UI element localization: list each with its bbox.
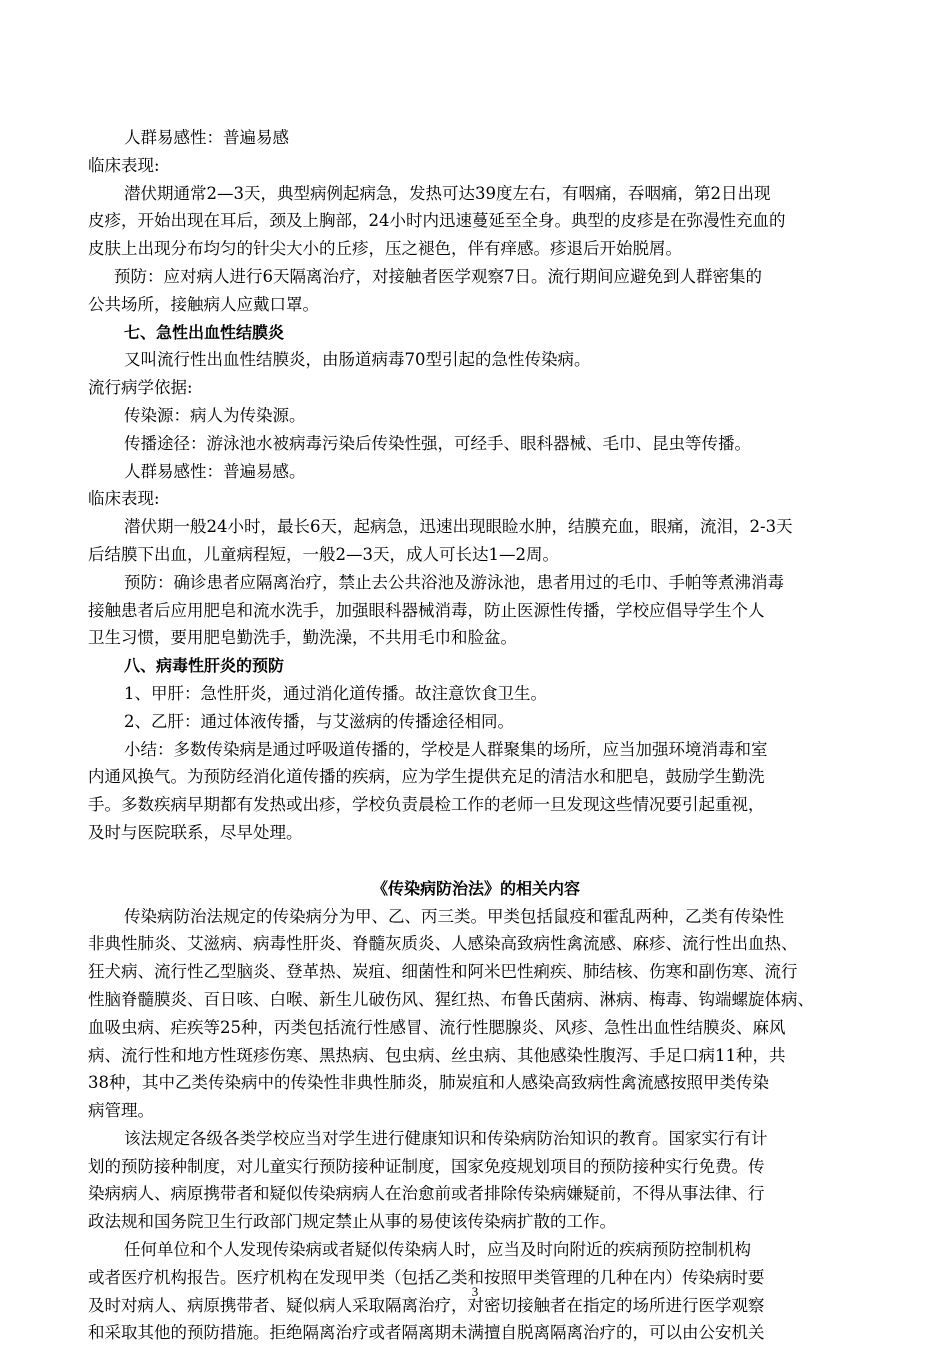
section-heading: 七、急性出血性结膜炎 [124, 322, 285, 342]
text-line: 又叫流行性出血性结膜炎，由肠道病毒70型引起的急性传染病。 [124, 350, 591, 370]
section-title: 《传染病防治法》的相关内容 [371, 878, 580, 898]
text-line: 狂犬病、流行性乙型脑炎、登革热、炭疽、细菌性和阿米巴性痢疾、肺结核、伤寒和副伤寒、流行 [88, 962, 798, 982]
text-line: 染病病人、病原携带者和疑似传染病病人在治愈前或者排除传染病嫌疑前，不得从事法律、行 [88, 1184, 765, 1204]
text-line: 和采取其他的预防措施。拒绝隔离治疗或者隔离期未满擅自脱离隔离治疗的，可以由公安机关 [88, 1323, 765, 1343]
text-line: 人群易感性：普遍易感 [124, 128, 289, 147]
text-line: 血吸虫病、疟疾等25种，丙类包括流行性感冒、流行性腮腺炎、风疹、急性出血性结膜炎、麻风 [88, 1017, 786, 1037]
section-heading: 八、病毒性肝炎的预防 [124, 656, 285, 676]
text-line: 接触患者后应用肥皂和流水洗手，加强眼科器械消毒，防止医源性传播，学校应倡导学生个人 [88, 600, 765, 620]
text-line: 任何单位和个人发现传染病或者疑似传染病人时，应当及时向附近的疾病预防控制机构 [124, 1240, 751, 1260]
text-line: 传染源：病人为传染源。 [124, 405, 306, 425]
text-line: 临床表现: [88, 489, 160, 509]
text-line: 皮疹，开始出现在耳后，颈及上胸部，24小时内迅速蔓延至全身。典型的皮疹是在弥漫性充血的 [88, 211, 786, 231]
document-body [88, 124, 864, 1347]
text-line: 病管理。 [88, 1101, 154, 1121]
text-line: 性脑脊髓膜炎、百日咳、白喉、新生儿破伤风、猩红热、布鲁氏菌病、淋病、梅毒、钩端螺旋体病、 [88, 989, 814, 1009]
text-line: 潜伏期通常2—3天，典型病例起病急，发热可达39度左右，有咽痛，吞咽痛，第2日出现 [124, 183, 771, 203]
text-line: 后结膜下出血，儿童病程短，一般2—3天，成人可长达1—2周。 [88, 544, 559, 564]
text-line: 划的预防接种制度，对儿童实行预防接种证制度，国家免疫规划项目的预防接种实行免费。传 [88, 1156, 765, 1176]
text-line: 流行病学依据: [88, 378, 193, 398]
text-line: 预防：确诊患者应隔离治疗，禁止去公共浴池及游泳池，患者用过的毛巾、手帕等煮沸消毒 [124, 572, 784, 592]
text-line: 传染病防治法规定的传染病分为甲、乙、丙三类。甲类包括鼠疫和霍乱两种，乙类有传染性 [124, 906, 784, 926]
text-line: 临床表现: [88, 155, 160, 175]
text-line: 38种，其中乙类传染病中的传染性非典性肺炎，肺炭疽和人感染高致病性禽流感按照甲类传染 [88, 1073, 769, 1093]
text-line: 及时与医院联系，尽早处理。 [88, 822, 303, 842]
text-line: 1、甲肝：急性肝炎，通过消化道传播。故注意饮食卫生。 [124, 683, 547, 703]
text-line: 病、流行性和地方性斑疹伤寒、黑热病、包虫病、丝虫病、其他感染性腹泻、手足口病11种，共 [88, 1045, 786, 1065]
text-line: 潜伏期一般24小时，最长6天，起病急，迅速出现眼睑水肿，结膜充血，眼痛，流泪，2-3天 [124, 517, 793, 537]
text-line: 及时对病人、病原携带者、疑似病人采取隔离治疗，对密切接触者在指定的场所进行医学观察 [88, 1295, 765, 1315]
text-line: 手。多数疾病早期都有发热或出疹，学校负责晨检工作的老师一旦发现这些情况要引起重视， [88, 795, 765, 815]
text-line: 人群易感性：普遍易感。 [124, 461, 306, 481]
text-line: 或者医疗机构报告。医疗机构在发现甲类（包括乙类和按照甲类管理的几种在内）传染病时要 [88, 1267, 765, 1287]
text-line: 公共场所，接触病人应戴口罩。 [88, 294, 319, 314]
text-line: 皮肤上出现分布均匀的针尖大小的丘疹，压之褪色，伴有痒感。疹退后开始脱屑。 [88, 239, 682, 259]
text-line: 政法规和国务院卫生行政部门规定禁止从事的易使该传染病扩散的工作。 [88, 1212, 616, 1232]
text-line: 预防：应对病人进行6天隔离治疗，对接触者医学观察7日。流行期间应避免到人群密集的 [114, 266, 762, 286]
text-line: 卫生习惯，要用肥皂勤洗手，勤洗澡，不共用毛巾和脸盆。 [88, 628, 517, 648]
blank-line [88, 847, 864, 875]
text-line: 2、乙肝：通过体液传播，与艾滋病的传播途径相同。 [124, 711, 514, 731]
text-line: 传播途径：游泳池水被病毒污染后传染性强，可经手、眼科器械、毛巾、昆虫等传播。 [124, 433, 751, 453]
page-number: 3 [471, 1284, 479, 1299]
text-line: 小结：多数传染病是通过呼吸道传播的，学校是人群聚集的场所，应当加强环境消毒和室 [124, 739, 768, 759]
text-line: 非典性肺炎、艾滋病、病毒性肝炎、脊髓灰质炎、人感染高致病性禽流感、麻疹、流行性出血热、 [88, 934, 798, 954]
text-line: 该法规定各级各类学校应当对学生进行健康知识和传染病防治知识的教育。国家实行有计 [124, 1128, 768, 1148]
text-line: 内通风换气。为预防经消化道传播的疾病，应为学生提供充足的清洁水和肥皂，鼓励学生勤洗 [88, 767, 765, 787]
